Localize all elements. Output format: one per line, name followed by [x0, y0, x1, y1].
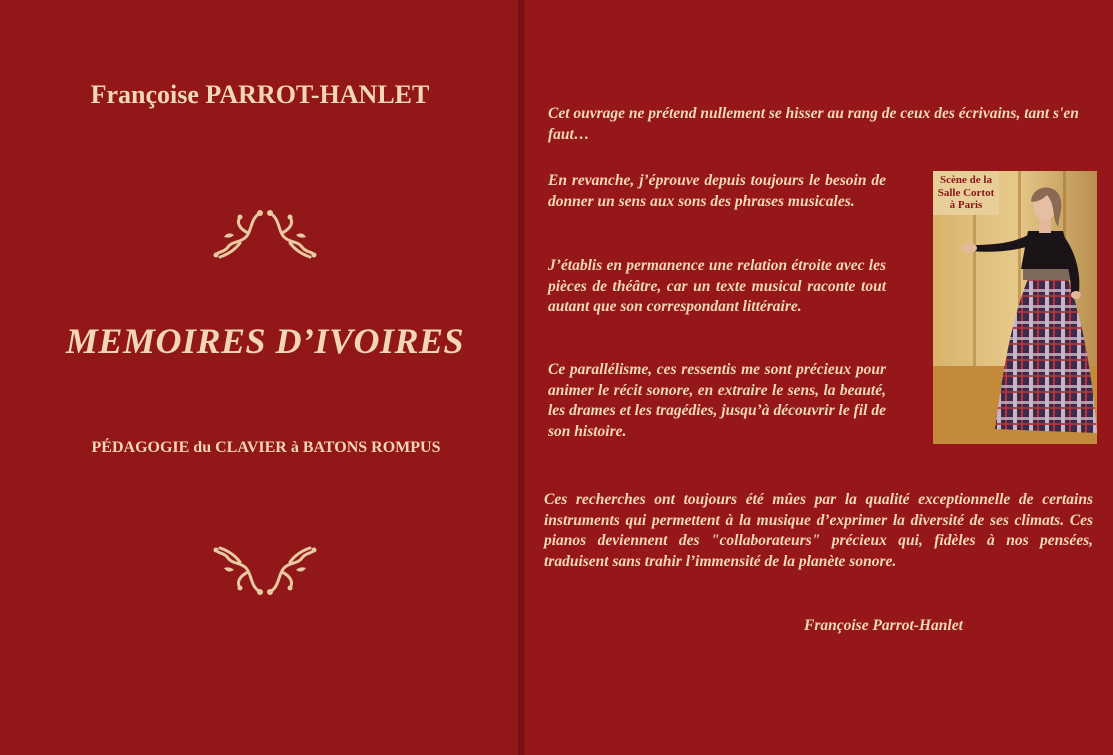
performer-photo-illustration — [933, 171, 1097, 444]
photo-caption-line: Salle Cortot — [937, 186, 995, 199]
book-subtitle: PÉDAGOGIE du CLAVIER à BATONS ROMPUS — [91, 439, 441, 456]
book-title: MEMOIRES D’IVOIRES — [65, 321, 465, 361]
author-signature: Françoise Parrot-Hanlet — [804, 617, 963, 634]
flourish-ornament-icon — [210, 205, 320, 263]
author-name: Françoise PARROT-HANLET — [90, 80, 430, 109]
photo-caption-line: à Paris — [949, 199, 983, 211]
back-paragraph: Ce parallélisme, ces ressentis me sont précieux pour animer le récit sonore, en extraire le sens, la beauté, les drames et les tragédies, jusqu’à découvrir le fil de son histoire. — [548, 361, 886, 440]
back-paragraph: J’établis en permanence une relation étroite avec les pièces de théâtre, car un texte musical raconte tout autant que son correspondant littéraire. — [548, 257, 886, 315]
back-paragraph: En revanche, j’éprouve depuis toujours le besoin de donner un sens aux sons des phrases musicales. — [548, 172, 886, 210]
performer-photo — [933, 171, 1097, 444]
front-cover — [0, 0, 520, 755]
photo-caption-line: Scène de la — [940, 174, 992, 186]
photo-caption — [933, 174, 999, 212]
back-paragraph: Ces recherches ont toujours été mûes par la qualité exceptionnelle de certains instruments qui permettent à la musique d’exprimer la diversité de ses climats. Ces pianos deviennent des "collaborateurs" précieux qui, fidèles à nos pensées, traduisent sans trahir l’immensité de la planète sonore. — [544, 491, 1093, 570]
flourish-ornament-icon — [210, 542, 320, 600]
back-paragraph: Cet ouvrage ne prétend nullement se hisser au rang de ceux des écrivains, tant s'en faut… — [548, 105, 1079, 143]
